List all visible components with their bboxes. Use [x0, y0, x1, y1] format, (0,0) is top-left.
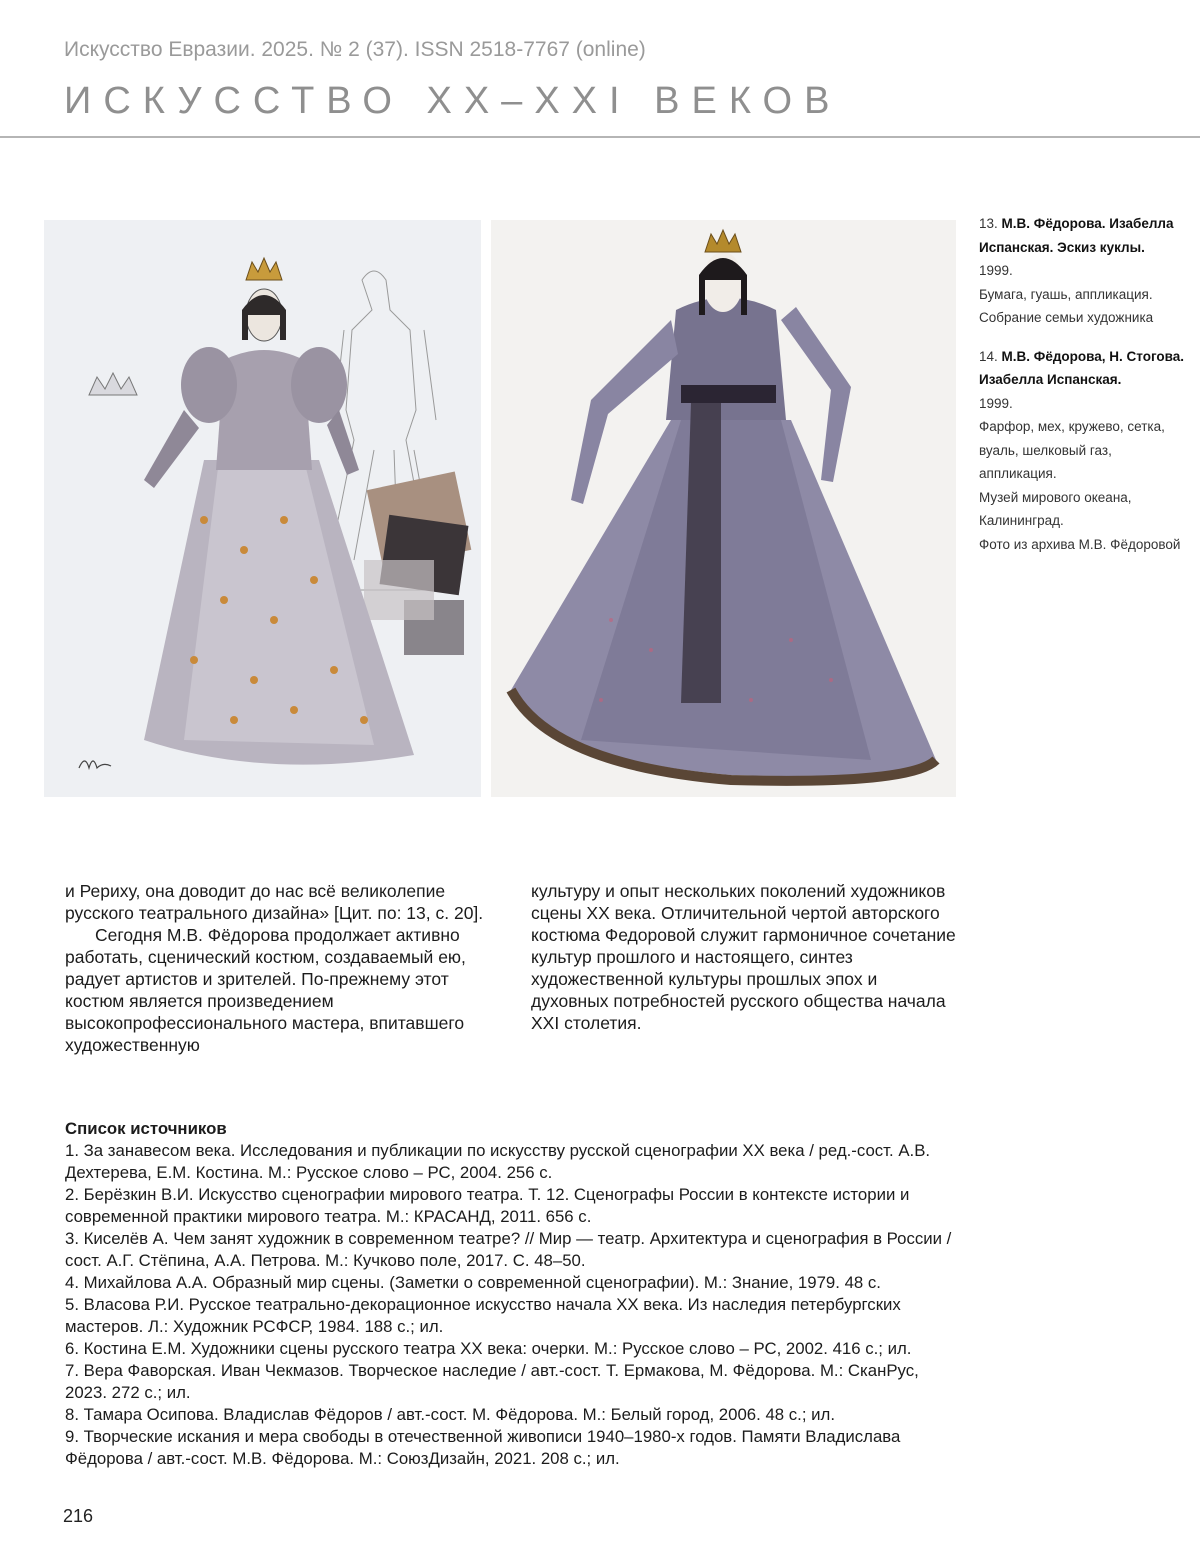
caption-line: Фарфор, мех, кружево, сетка, вуаль, шелковый газ, аппликация.: [979, 419, 1165, 481]
caption-title: М.В. Фёдорова, Н. Стогова. Изабелла Испанская.: [979, 348, 1185, 387]
caption-line: Фото из архива М.В. Фёдоровой: [979, 536, 1181, 552]
body-column-left: [65, 880, 490, 1056]
caption-line: Собрание семьи художника: [979, 310, 1154, 325]
references-list: [65, 1140, 965, 1470]
body-column-right: [531, 880, 956, 1034]
caption-line: 1999.: [979, 263, 1013, 278]
page-number: 216: [63, 1506, 94, 1526]
section-title: ИСКУССТВО XX–XXI ВЕКОВ: [64, 80, 842, 122]
reference-item: 3. Киселёв А. Чем занят художник в современном театре? // Мир — театр. Архитектура и сценография в России / сост. А.Г. Стёпина, А.А. Петрова. М.: Кучково поле, 2017. С. 48–50.: [65, 1229, 952, 1270]
references-section: [65, 1118, 965, 1470]
body-paragraph: культуру и опыт нескольких поколений художников сцены XX века. Отличительной чертой авторского костюма Федоровой служит гармоничное сочетание культур прошлого и настоящего, синтез художественной культуры прошлых эпох и духовных потребностей русского общества начала XXI столетия.: [531, 881, 956, 1033]
references-heading: Список источников: [65, 1119, 227, 1138]
header-divider: [0, 136, 1200, 138]
reference-item: 2. Берёзкин В.И. Искусство сценографии мирового театра. Т. 12. Сценографы России в контексте истории и современной практики мирового театра. М.: КРАСАНД, 2011. 656 с.: [65, 1185, 910, 1226]
body-paragraph: и Рериху, она доводит до нас всё великолепие русского театрального дизайна» [Цит. по: 13, с. 20].: [65, 881, 484, 923]
doll-photograph: [491, 220, 956, 797]
caption-figure-14: [979, 345, 1189, 557]
reference-item: 6. Костина Е.М. Художники сцены русского театра XX века: очерки. М.: Русское слово – РС, 2002. 416 с.; ил.: [65, 1339, 912, 1358]
journal-header: Искусство Евразии. 2025. № 2 (37). ISSN 2518-7767 (online): [64, 38, 646, 61]
figure-captions: [979, 212, 1189, 571]
costume-sketch-illustration: [44, 220, 481, 797]
reference-item: 1. За занавесом века. Исследования и публикации по искусству русской сценографии XX века / ред.-сост. А.В. Дехтерева, Е.М. Костина. М.: Русское слово – РС, 2004. 256 с.: [65, 1141, 931, 1182]
caption-number: 13.: [979, 216, 998, 231]
body-paragraph: Сегодня М.В. Фёдорова продолжает активно работать, сценический костюм, создаваемый ею, радует артистов и зрителей. По-прежнему этот костюм является произведением высокопрофессионального мастера, впитавшего художественную: [65, 925, 466, 1055]
caption-figure-13: [979, 212, 1189, 330]
figure-13-sketch-image: [44, 220, 481, 797]
reference-item: 9. Творческие искания и мера свободы в отечественной живописи 1940–1980-х годов. Памяти Владислава Фёдорова / авт.-сост. М.В. Фёдорова. М.: СоюзДизайн, 2021. 208 с.; ил.: [65, 1427, 901, 1468]
reference-item: 7. Вера Фаворская. Иван Чекмазов. Творческое наследие / авт.-сост. Т. Ермакова, М. Фёдорова. М.: СканРус, 2023. 272 с.; ил.: [65, 1361, 919, 1402]
caption-line: Музей мирового океана, Калининград.: [979, 489, 1132, 528]
reference-item: 5. Власова Р.И. Русское театрально-декорационное искусство начала XX века. Из наследия петербургских мастеров. Л.: Художник РСФСР, 1984. 188 с.; ил.: [65, 1295, 901, 1336]
caption-number: 14.: [979, 348, 998, 364]
reference-item: 4. Михайлова А.А. Образный мир сцены. (Заметки о современной сценографии). М.: Знание, 1979. 48 с.: [65, 1273, 881, 1292]
caption-title: М.В. Фёдорова. Изабелла Испанская. Эскиз куклы.: [979, 216, 1174, 255]
caption-line: Бумага, гуашь, аппликация.: [979, 286, 1153, 302]
reference-item: 8. Тамара Осипова. Владислав Фёдоров / авт.-сост. М. Фёдорова. М.: Белый город, 2006. 48 с.; ил.: [65, 1405, 835, 1424]
caption-line: 1999.: [979, 395, 1013, 411]
figure-14-doll-photo: [491, 220, 956, 797]
